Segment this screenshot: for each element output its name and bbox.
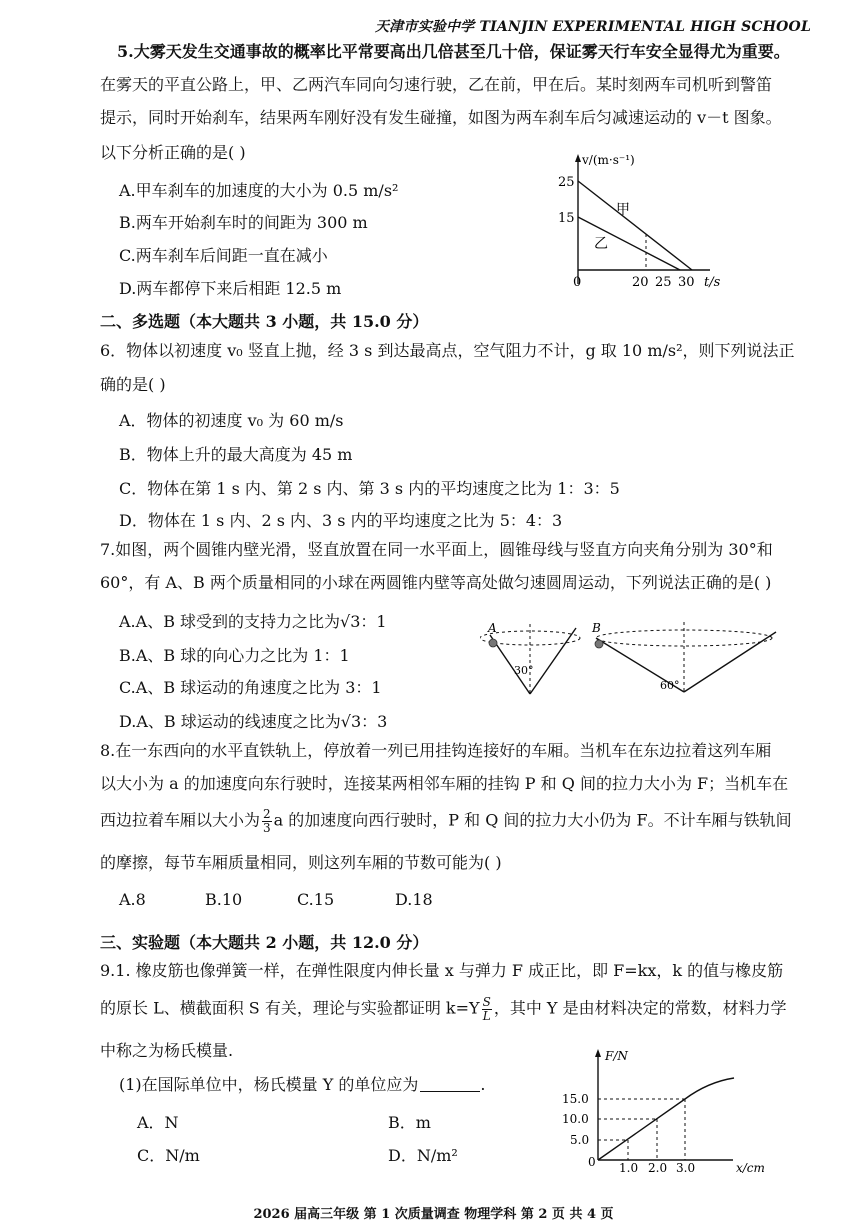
q8-option-d[interactable]: D.18 bbox=[395, 890, 433, 909]
q9-option-c[interactable]: C．N/m bbox=[137, 1146, 200, 1165]
q5-label-yi: 乙 bbox=[594, 236, 608, 252]
cone-b-right-wall bbox=[684, 632, 776, 692]
q8-option-b[interactable]: B.10 bbox=[205, 890, 243, 909]
q5-ytick-25: 25 bbox=[558, 175, 575, 190]
q9-y-label: F/N bbox=[605, 1049, 628, 1063]
q6-option-c[interactable]: C．物体在第 1 s 内、第 2 s 内、第 3 s 内的平均速度之比为 1：3：5 bbox=[119, 479, 620, 498]
q5-y-arrow-icon bbox=[575, 154, 581, 162]
q7-line-1: 7.如图，两个圆锥内壁光滑，竖直放置在同一水平面上，圆锥母线与竖直方向夹角分别为 30°和 bbox=[100, 540, 773, 559]
cone-b-rim bbox=[596, 630, 772, 646]
q8-line-4: 的摩擦，每节车厢质量相同，则这列车厢的节数可能为( ) bbox=[100, 853, 502, 872]
angle-a: 30° bbox=[514, 664, 534, 677]
q8-frac-num: 2 bbox=[263, 807, 271, 821]
q6-line-2: 确的是( ) bbox=[100, 375, 166, 394]
q9-x-label: x/cm bbox=[736, 1161, 765, 1174]
q7-cones-figure bbox=[480, 616, 792, 696]
q9-ytick-5: 5.0 bbox=[570, 1133, 590, 1147]
q9-sub-1-end: . bbox=[480, 1075, 486, 1094]
q9-frac-num: S bbox=[482, 995, 491, 1009]
q9-line-2-pre: 的原长 L、横截面积 S 有关，理论与实验都证明 k=Y bbox=[100, 998, 480, 1018]
q5-line-3: 提示，同时开始刹车，结果两车刚好没有发生碰撞，如图为两车刹车后匀减速运动的 v－t 图象。 bbox=[100, 108, 782, 127]
q8-line-2: 以大小为 a 的加速度向东行驶时，连接某两相邻车厢的挂钩 P 和 Q 间的拉力大小为 F；当机车在 bbox=[100, 774, 789, 793]
q5-y-label: v/(m·s⁻¹) bbox=[582, 153, 635, 167]
q5-label-jia: 甲 bbox=[616, 202, 630, 218]
q8-fraction bbox=[262, 808, 272, 834]
q5-line-4: 以下分析正确的是( ) bbox=[100, 143, 246, 162]
q5-xtick-25: 25 bbox=[655, 275, 672, 290]
q6-option-a[interactable]: A．物体的初速度 v₀ 为 60 m/s bbox=[119, 411, 344, 430]
q8-frac-den: 3 bbox=[263, 820, 271, 835]
q9-line-2 bbox=[100, 996, 787, 1022]
q9-line-3: 中称之为杨氏模量. bbox=[100, 1041, 234, 1060]
q9-fx-graph bbox=[558, 1044, 778, 1174]
section-2-title: 二、多选题（本大题共 3 小题，共 15.0 分） bbox=[100, 312, 429, 331]
label-a: A bbox=[488, 621, 497, 635]
q9-line-2-post: ，其中 Y 是由材料决定的常数，材料力学 bbox=[493, 998, 787, 1018]
q5-option-c[interactable]: C.两车刹车后间距一直在减小 bbox=[119, 246, 328, 265]
q8-line-3-pre: 西边拉着车厢以大小为 bbox=[100, 810, 261, 830]
q9-fraction bbox=[482, 996, 492, 1022]
q5-vt-graph bbox=[540, 150, 740, 295]
section-3-title: 三、实验题（本大题共 2 小题，共 12.0 分） bbox=[100, 933, 429, 952]
q9-ytick-10: 10.0 bbox=[562, 1112, 589, 1126]
q9-xtick-3: 3.0 bbox=[676, 1161, 696, 1174]
q7-option-b[interactable]: B.A、B 球的向心力之比为 1：1 bbox=[119, 646, 350, 665]
q9-option-a[interactable]: A．N bbox=[137, 1113, 179, 1132]
q9-origin: 0 bbox=[588, 1155, 596, 1169]
q9-line-1: 9.1. 橡皮筋也像弹簧一样，在弹性限度内伸长量 x 与弹力 F 成正比，即 F=kx，k 的值与橡皮筋 bbox=[100, 961, 784, 980]
school-header: 天津市实验中学 TIANJIN EXPERIMENTAL HIGH SCHOOL bbox=[374, 19, 811, 35]
q5-xtick-30: 30 bbox=[678, 275, 695, 290]
q6-option-d[interactable]: D．物体在 1 s 内、2 s 内、3 s 内的平均速度之比为 5：4：3 bbox=[119, 511, 563, 530]
q5-ytick-15: 15 bbox=[558, 211, 575, 226]
ball-b bbox=[595, 640, 603, 648]
q9-y-arrow-icon bbox=[595, 1049, 601, 1057]
q9-ytick-15: 15.0 bbox=[562, 1092, 589, 1106]
q8-option-a[interactable]: A.8 bbox=[119, 890, 146, 909]
label-b: B bbox=[592, 621, 601, 635]
q5-x-label: t/s bbox=[704, 275, 721, 290]
q5-origin: 0 bbox=[573, 275, 582, 290]
q5-option-a[interactable]: A.甲车刹车的加速度的大小为 0.5 m/s² bbox=[119, 181, 399, 200]
q7-option-c[interactable]: C.A、B 球运动的角速度之比为 3：1 bbox=[119, 678, 382, 697]
cone-a-right-wall bbox=[530, 628, 576, 694]
q5-option-d[interactable]: D.两车都停下来后相距 12.5 m bbox=[119, 279, 342, 298]
q9-xtick-2: 2.0 bbox=[648, 1161, 668, 1174]
q7-option-d[interactable]: D.A、B 球运动的线速度之比为√3：3 bbox=[119, 712, 388, 731]
q8-option-c[interactable]: C.15 bbox=[297, 890, 335, 909]
q9-xtick-1: 1.0 bbox=[619, 1161, 639, 1174]
angle-b: 60° bbox=[660, 679, 680, 692]
q8-line-1: 8.在一东西向的水平直铁轨上，停放着一列已用挂钩连接好的车厢。当机车在东边拉着这列车厢 bbox=[100, 741, 772, 760]
q9-option-b[interactable]: B．m bbox=[388, 1113, 431, 1132]
q8-line-3-post: a 的加速度向西行驶时，P 和 Q 间的拉力大小仍为 F。不计车厢与铁轨间 bbox=[273, 810, 792, 830]
q9-option-d[interactable]: D．N/m² bbox=[388, 1146, 458, 1165]
q7-line-2: 60°，有 A、B 两个质量相同的小球在两圆锥内壁等高处做匀速圆周运动，下列说法正确的是( ) bbox=[100, 573, 772, 592]
q7-option-a[interactable]: A.A、B 球受到的支持力之比为√3：1 bbox=[119, 612, 387, 631]
q8-line-3 bbox=[100, 808, 792, 834]
q5-line-2: 在雾天的平直公路上，甲、乙两汽车同向匀速行驶，乙在前，甲在后。某时刻两车司机听到警笛 bbox=[100, 75, 773, 94]
ball-a bbox=[489, 639, 497, 647]
q9-answer-blank[interactable] bbox=[420, 1077, 480, 1092]
page-footer: 2026 届高三年级 第 1 次质量调查 物理学科 第 2 页 共 4 页 bbox=[253, 1207, 614, 1222]
q5-line-1: 5.大雾天发生交通事故的概率比平常要高出几倍甚至几十倍，保证雾天行车安全显得尤为重要。 bbox=[117, 42, 790, 61]
q5-xtick-20: 20 bbox=[632, 275, 649, 290]
q9-sub-1 bbox=[119, 1077, 486, 1093]
q6-line-1: 6．物体以初速度 v₀ 竖直上抛，经 3 s 到达最高点，空气阻力不计，g 取 10 m/s²，则下列说法正 bbox=[100, 341, 795, 360]
q9-frac-den: L bbox=[482, 1008, 491, 1023]
q6-option-b[interactable]: B．物体上升的最大高度为 45 m bbox=[119, 445, 353, 464]
q5-option-b[interactable]: B.两车开始刹车时的间距为 300 m bbox=[119, 213, 368, 232]
q9-sub-1-text: (1)在国际单位中，杨氏模量 Y 的单位应为 bbox=[119, 1075, 419, 1094]
